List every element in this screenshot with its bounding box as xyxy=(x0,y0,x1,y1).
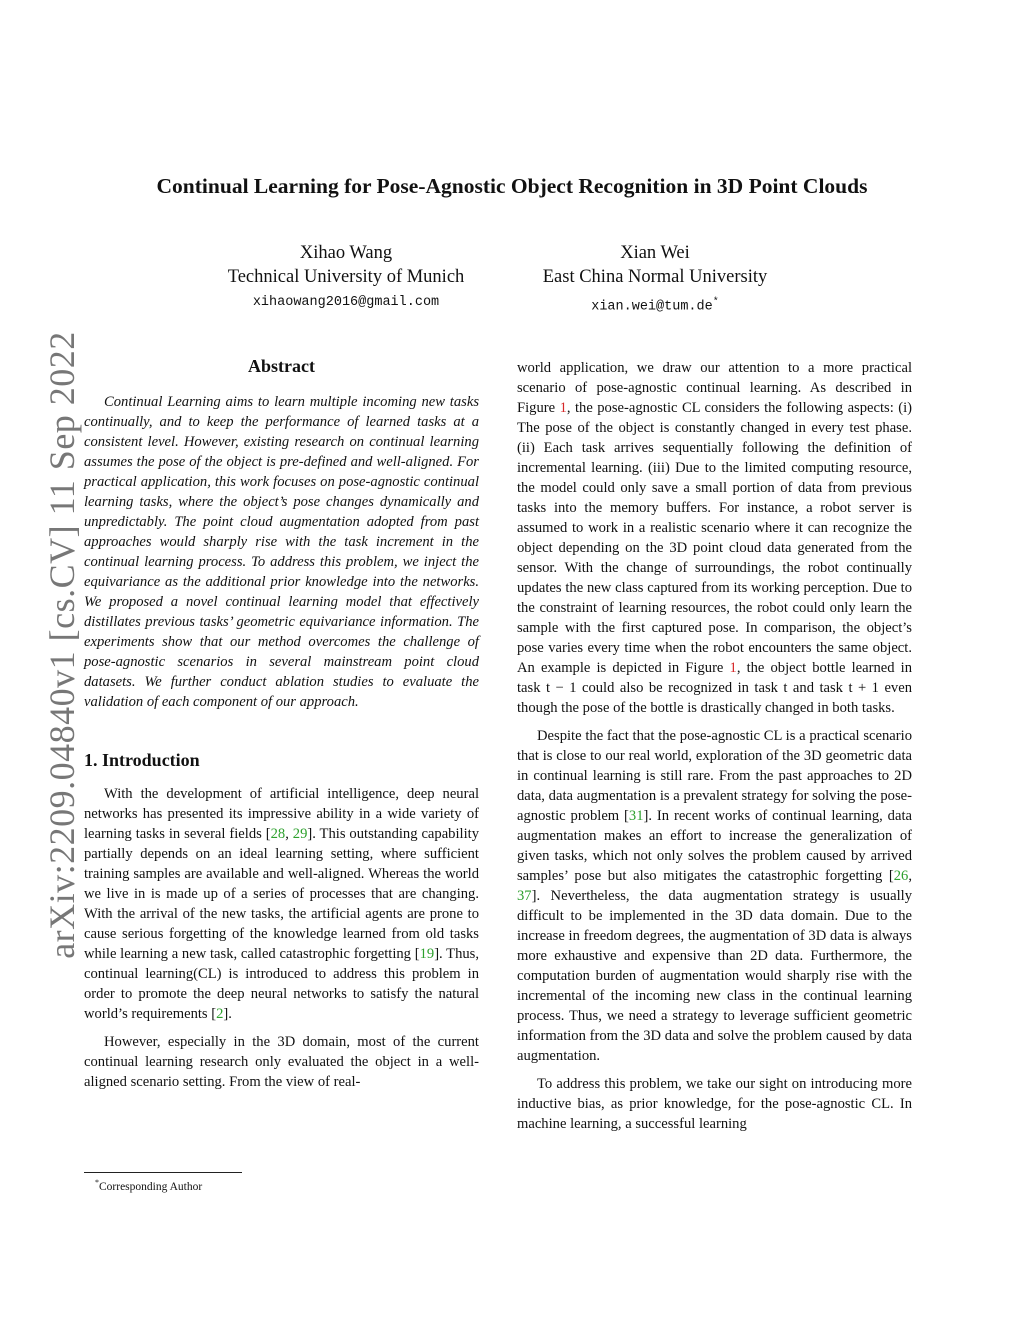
intro-paragraph-5: To address this problem, we take our sight on introducing more inductive bias, as prior knowledge, for the pose-agnostic CL. In machine learning, a successful learning xyxy=(517,1076,912,1132)
citation-link[interactable]: 31 xyxy=(628,808,644,824)
author-name: Xian Wei xyxy=(620,243,690,263)
right-column xyxy=(517,358,912,1134)
paper-title: Continual Learning for Pose-Agnostic Object Recognition in 3D Point Clouds xyxy=(156,174,868,198)
citation-link[interactable]: 2 xyxy=(216,1006,224,1022)
figure-link[interactable]: 1 xyxy=(559,400,567,416)
citation-link[interactable]: 28 xyxy=(270,826,286,842)
author-footnote-mark: * xyxy=(712,297,719,308)
abstract-text: Continual Learning aims to learn multiple incoming new tasks continually, and to keep the performance of learned tasks at a consistent level. However, existing research on continual learning assumes the pose of the object is pre-defined and well-aligned. For practical application, this work focuses on pose-agnostic continual learning tasks, where the object’s pose changes dynamically and unpredictably. The point cloud augmentation adopted from past approaches would sharply rise with the task increment in the continual learning process. To address this problem, we inject the equivariance as the additional prior knowledge into the networks. We proposed a novel continual learning model that effectively distillates previous tasks’ geometric equivariance information. The experiments show that our method overcomes the challenge of pose-agnostic scenarios in several mainstream point cloud datasets. We further conduct ablation studies to evaluate the validation of each component of our approach. xyxy=(84,394,479,710)
footnote-divider xyxy=(84,1172,242,1173)
intro-paragraph-2: However, especially in the 3D domain, most of the current continual learning research only evaluated the object in a well-aligned scenario setting. From the view of real- xyxy=(84,1034,479,1090)
citation-link[interactable]: 29 xyxy=(292,826,308,842)
abstract-heading: Abstract xyxy=(248,356,315,376)
author-email: xihaowang2016@gmail.com xyxy=(252,295,440,310)
introduction-heading: 1. Introduction xyxy=(84,750,200,770)
citation-link[interactable]: 26 xyxy=(893,868,909,884)
figure-link[interactable]: 1 xyxy=(729,660,737,676)
citation-link[interactable]: 19 xyxy=(419,946,435,962)
author-block-2 xyxy=(505,241,805,320)
citation-link[interactable]: 37 xyxy=(517,888,532,904)
intro-paragraph-1: With the development of artificial intelligence, deep neural networks has presented its impressive ability in a wide variety of learning tasks in several fields [28, 29]. This outstanding capability partially depends on an ideal learning setting, where sufficient training samples are available and well-aligned. Whereas the world we live in is made up of a series of processes that are changing. With the arrival of the new tasks, the artificial agents are prone to cause serious forgetting of the knowledge learned from old tasks while learning a new task, called catastrophic forgetting [19]. Thus, continual learning(CL) is introduced to address this problem in order to promote the deep neural networks to satisfy the natural world’s requirements [2]. xyxy=(84,786,480,1022)
author-email: xian.wei@tum.de* xyxy=(591,297,719,315)
arxiv-identifier: arXiv:2209.04840v1 [cs.CV] 11 Sep 2022 xyxy=(42,331,82,959)
footnote xyxy=(95,1178,202,1193)
intro-paragraph-4: Despite the fact that the pose-agnostic CL is a practical scenario that is close to our real world, exploration of the 3D geometric data in continual learning is still rare. From the past approaches to 2D data, data augmentation is a prevalent strategy for solving the pose-agnostic problem [31]. In recent works of continual learning, data augmentation makes an effort to increase the generalization of given tasks, which not only solves the problem caused by arrived samples’ pose but also mitigates the catastrophic forgetting [26, 37]. Nevertheless, the data augmentation strategy is usually difficult to be implemented in the 3D data domain. Due to the increase in freedom degrees, the augmentation of 3D data is always more exhaustive and expensive than 2D data. Furthermore, the computation burden of augmentation would sharply rise with the incremental of the incoming new class in the continual learning process. Thus, we need a strategy to leverage sufficient geometric information from the 3D data and solve the problem caused by data augmentation. xyxy=(517,728,912,1064)
left-column xyxy=(84,356,479,1092)
author-name: Xihao Wang xyxy=(299,243,393,263)
author-block-1 xyxy=(196,241,496,315)
intro-paragraph-3: world application, we draw our attention to a more practical scenario of pose-agnostic continual learning. As described in Figure 1, the pose-agnostic CL considers the following aspects: (i) The pose of the object is constantly changed in every test phase. (ii) Each task arrives sequentially following the definition of incremental learning. (iii) Due to the limited computing resource, the model could only save a small portion of data from previous tasks into the memory buffers. For instance, a robot server is assumed to work in a realistic scenario where it can recognize the object depending on the 3D point cloud data generated from the sensor. With the change of surroundings, the robot continually updates the new class captured from its working perception. Due to the constraint of learning resources, the robot could only learn the sample with the first captured pose. In comparison, the object’s pose varies every time when the robot encounters the same object. An example is depicted in Figure 1, the object bottle learned in task t − 1 could also be recognized in task t and task t + 1 even though the pose of the bottle is drastically changed in both tasks. xyxy=(517,360,912,716)
footnote-text: Corresponding Author xyxy=(99,1180,203,1193)
footnote-mark: * xyxy=(95,1178,99,1187)
author-affiliation: East China Normal University xyxy=(542,267,768,287)
author-affiliation: Technical University of Munich xyxy=(227,267,465,287)
